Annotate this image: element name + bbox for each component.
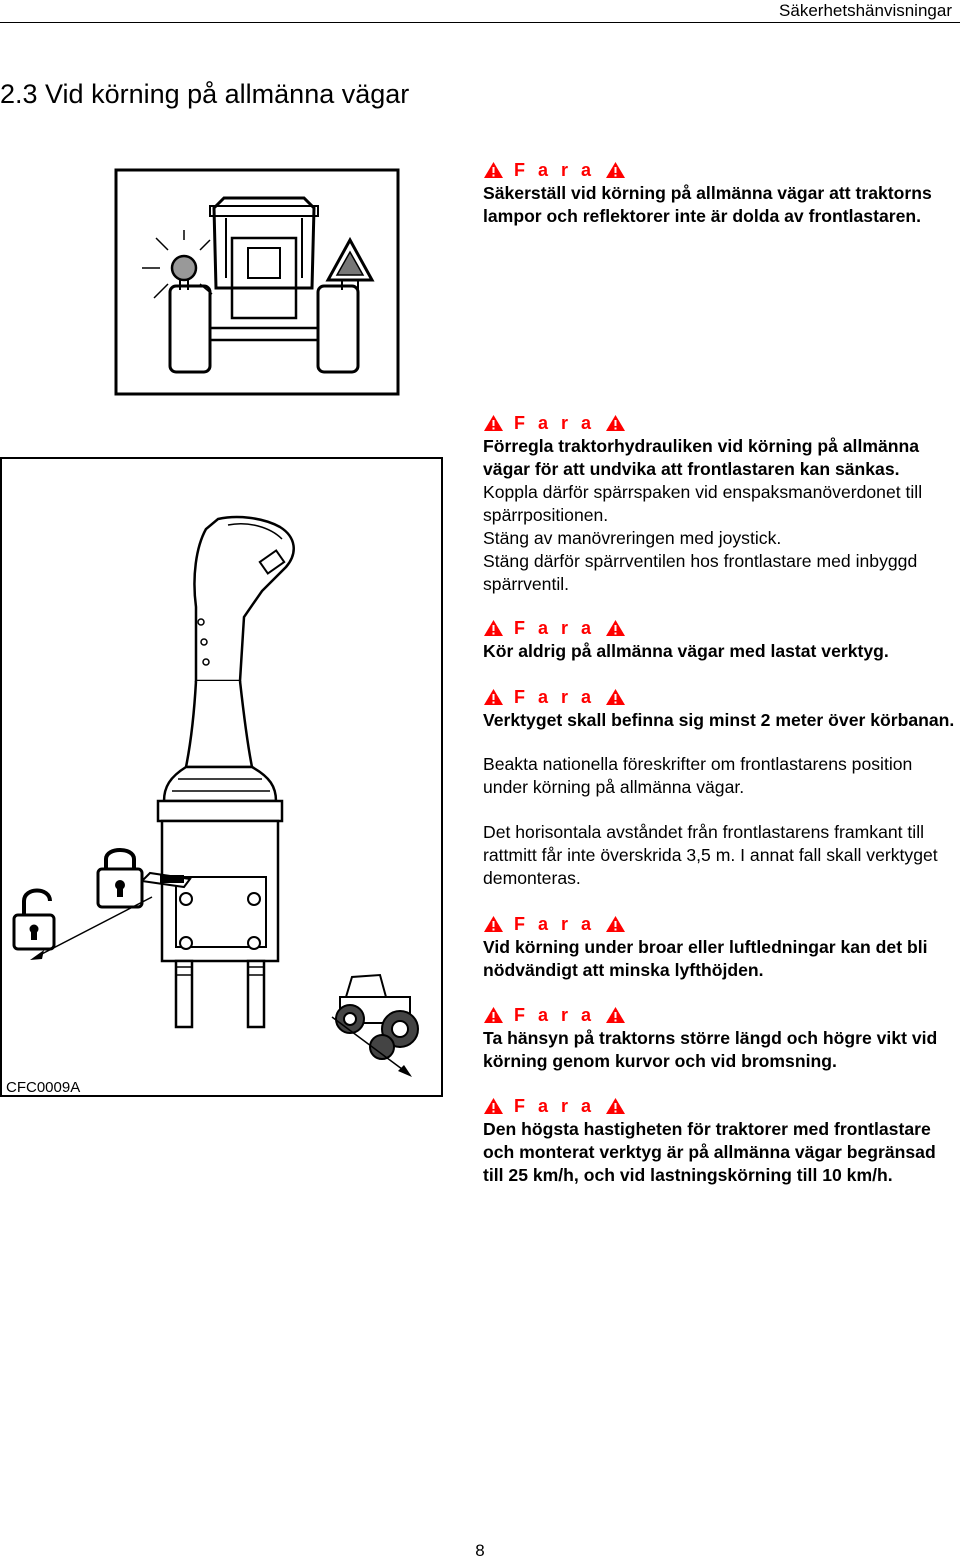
warning-word: F a r a [514, 412, 596, 433]
tractor-lamps-figure [114, 168, 400, 396]
header-rule [0, 22, 960, 23]
warning-triangle-icon [483, 619, 504, 637]
warning-word: F a r a [514, 686, 596, 707]
section-title: 2.3 Vid körning på allmänna vägar [0, 79, 410, 109]
warning-text: Kör aldrig på allmänna vägar med lastat verktyg. [483, 641, 889, 661]
warnings-column [483, 158, 960, 1187]
instruction-text: Stäng av manövreringen med joystick. [483, 528, 782, 548]
warning-heading [483, 158, 960, 182]
warning-block-6 [483, 1003, 960, 1073]
figure-label: CFC0009A [6, 1079, 81, 1096]
joystick-figure [0, 457, 444, 1099]
warning-word: F a r a [514, 159, 596, 180]
warning-text: Den högsta hastigheten för traktorer med frontlastare och monterat verktyg är på allmänna vägar begränsad till 25 km/h, och vid lastningskörning till 10 km/h. [483, 1119, 936, 1185]
warning-triangle-icon [483, 1006, 504, 1024]
warning-block-1 [483, 158, 960, 228]
warning-block-7 [483, 1094, 960, 1187]
warning-triangle-icon [483, 1097, 504, 1115]
warning-heading [483, 1094, 960, 1118]
warning-triangle-icon [605, 1006, 626, 1024]
warning-word: F a r a [514, 913, 596, 934]
warning-word: F a r a [514, 1004, 596, 1025]
running-header: Säkerhetshänvisningar [779, 1, 952, 20]
page-number: 8 [475, 1541, 485, 1560]
warning-text: Verktyget skall befinna sig minst 2 meter över körbanan. [483, 710, 955, 730]
warning-word: F a r a [514, 1095, 596, 1116]
warning-heading [483, 1003, 960, 1027]
warning-triangle-icon [605, 161, 626, 179]
instruction-text: Stäng därför spärrventilen hos frontlastare med inbyggd spärrventil. [483, 551, 918, 594]
warning-triangle-icon [605, 619, 626, 637]
warning-text: Förregla traktorhydrauliken vid körning på allmänna vägar för att undvika att frontlastaren kan sänkas. [483, 436, 920, 479]
warning-block-4 [483, 685, 960, 732]
warning-triangle-icon [483, 915, 504, 933]
warning-block-5 [483, 912, 960, 982]
note-text: Det horisontala avståndet från frontlastarens framkant till rattmitt får inte överskrida 3,5 m. I annat fall skall verktyget demonteras. [483, 822, 938, 888]
instruction-text: Koppla därför spärrspaken vid enspaksmanöverdonet till spärrpositionen. [483, 482, 923, 525]
warning-triangle-icon [483, 161, 504, 179]
warning-triangle-icon [605, 414, 626, 432]
warning-text: Säkerställ vid körning på allmänna vägar att traktorns lampor och reflektorer inte är dolda av frontlastaren. [483, 183, 932, 226]
warning-block-3 [483, 616, 960, 663]
warning-heading [483, 912, 960, 936]
warning-heading [483, 685, 960, 709]
warning-text: Vid körning under broar eller luftledningar kan det bli nödvändigt att minska lyfthöjden. [483, 937, 928, 980]
warning-word: F a r a [514, 617, 596, 638]
warning-triangle-icon [605, 688, 626, 706]
warning-triangle-icon [605, 1097, 626, 1115]
warning-block-2 [483, 411, 960, 596]
warning-triangle-icon [483, 414, 504, 432]
note-text: Beakta nationella föreskrifter om frontlastarens position under körning på allmänna vägar. [483, 754, 913, 797]
warning-heading [483, 411, 960, 435]
warning-heading [483, 616, 960, 640]
warning-text: Ta hänsyn på traktorns större längd och högre vikt vid körning genom kurvor och vid bromsning. [483, 1028, 938, 1071]
warning-triangle-icon [605, 915, 626, 933]
warning-triangle-icon [483, 688, 504, 706]
